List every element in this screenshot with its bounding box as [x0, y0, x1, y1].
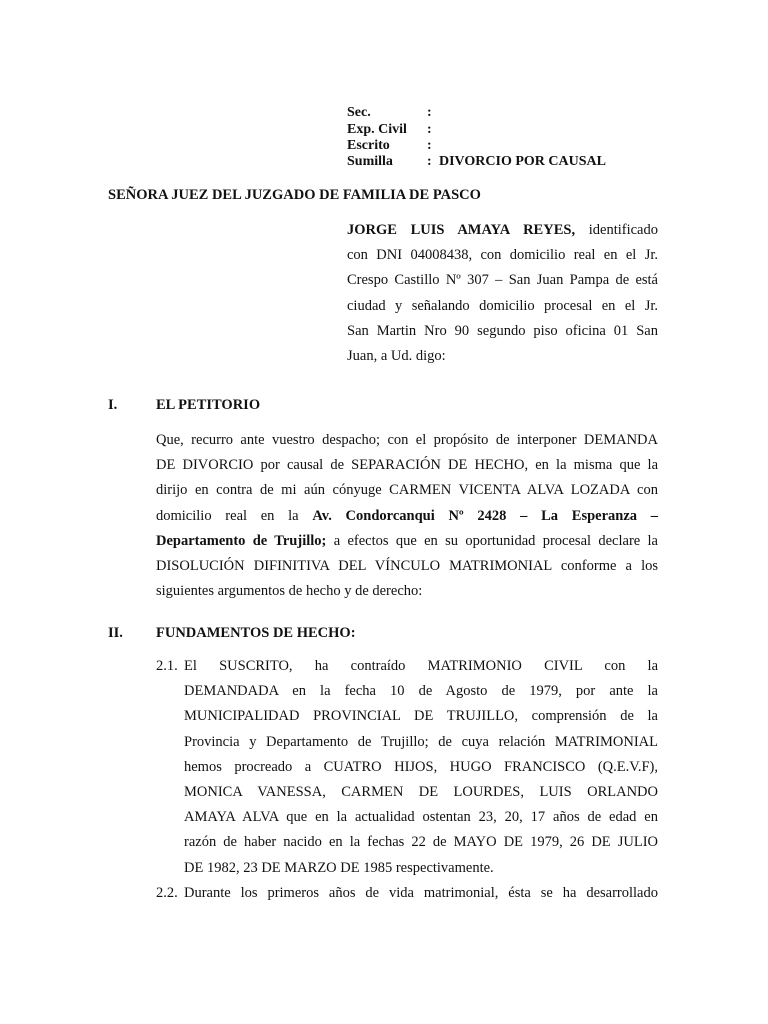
- section-number: II.: [108, 625, 123, 641]
- item-number: 2.2.: [156, 885, 178, 901]
- petitioner-line: Juan, a Ud. digo:: [347, 347, 446, 364]
- paragraph-line: DE DIVORCIO por causal de SEPARACIÓN DE HECHO, en la misma que la: [156, 457, 658, 474]
- caption-colon: :: [427, 122, 432, 137]
- item-line: DE 1982, 23 DE MARZO DE 1985 respectivamente.: [184, 859, 494, 876]
- address-bold: Av. Condorcanqui Nº 2428 – La Esperanza –: [312, 507, 658, 524]
- item-line: MONICA VANESSA, CARMEN DE LOURDES, LUIS ORLANDO: [184, 783, 658, 800]
- paragraph-line: dirijo en contra de mi aún cónyuge CARMEN VICENTA ALVA LOZADA con: [156, 482, 658, 499]
- item-line: Durante los primeros años de vida matrimonial, ésta se ha desarrollado: [184, 885, 658, 901]
- item-number: 2.1.: [156, 658, 178, 674]
- section-title: FUNDAMENTOS DE HECHO:: [156, 625, 356, 641]
- item-line: El SUSCRITO, ha contraído MATRIMONIO CIVIL con la: [184, 658, 658, 674]
- item-line: razón de haber nacido en la fechas 22 de MAYO DE 1979, 26 DE JULIO: [184, 834, 658, 851]
- caption-colon: :: [427, 105, 432, 120]
- petitioner-block: [347, 218, 658, 369]
- addressee-heading: SEÑORA JUEZ DEL JUZGADO DE FAMILIA DE PASCO: [108, 187, 481, 203]
- item-line: AMAYA ALVA que en la actualidad ostentan 23, 20, 17 años de edad en: [184, 809, 658, 826]
- caption-label: Sec.: [347, 105, 371, 120]
- paragraph-line: Que, recurro ante vuestro despacho; con el propósito de interponer DEMANDA: [156, 432, 658, 448]
- paragraph-line: siguientes argumentos de hecho y de derecho:: [156, 583, 423, 600]
- item-body: [184, 654, 658, 881]
- caption-colon: :: [427, 138, 432, 153]
- petitorio-paragraph: [156, 428, 658, 604]
- caption-label: Exp. Civil: [347, 122, 407, 137]
- paragraph-line: domicilio real en la Av. Condorcanqui Nº 2428 – La Esperanza –: [156, 507, 658, 524]
- item-line: Provincia y Departamento de Trujillo; de cuya relación MATRIMONIAL: [184, 733, 658, 750]
- section-number: I.: [108, 397, 118, 413]
- petitioner-line: JORGE LUIS AMAYA REYES, identificado: [347, 222, 658, 238]
- paragraph-line: DISOLUCIÓN DIFINITIVA DEL VÍNCULO MATRIMONIAL conforme a los: [156, 557, 658, 574]
- petitioner-line: ciudad y señalando domicilio procesal en el Jr.: [347, 297, 658, 314]
- petitioner-line: Crespo Castillo Nº 307 – San Juan Pampa de está: [347, 272, 658, 289]
- petitioner-line: con DNI 04008438, con domicilio real en el Jr.: [347, 247, 658, 264]
- item-line: DEMANDADA en la fecha 10 de Agosto de 1979, por ante la: [184, 683, 658, 700]
- item-body: [184, 881, 658, 906]
- caption-colon: :: [427, 154, 432, 169]
- department-bold: Departamento de Trujillo;: [156, 532, 327, 549]
- caption-label: Sumilla: [347, 154, 393, 169]
- caption-label: Escrito: [347, 138, 390, 153]
- petitioner-line: San Martin Nro 90 segundo piso oficina 01 San: [347, 322, 658, 339]
- item-line: MUNICIPALIDAD PROVINCIAL DE TRUJILLO, comprensión de la: [184, 708, 658, 725]
- item-line: hemos procreado a CUATRO HIJOS, HUGO FRANCISCO (Q.E.V.F),: [184, 758, 658, 775]
- section-title: EL PETITORIO: [156, 397, 261, 413]
- caption-value: DIVORCIO POR CAUSAL: [439, 154, 606, 169]
- petitioner-name: JORGE LUIS AMAYA REYES,: [347, 222, 576, 238]
- paragraph-line: Departamento de Trujillo; a efectos que en su oportunidad procesal declare la: [156, 532, 658, 549]
